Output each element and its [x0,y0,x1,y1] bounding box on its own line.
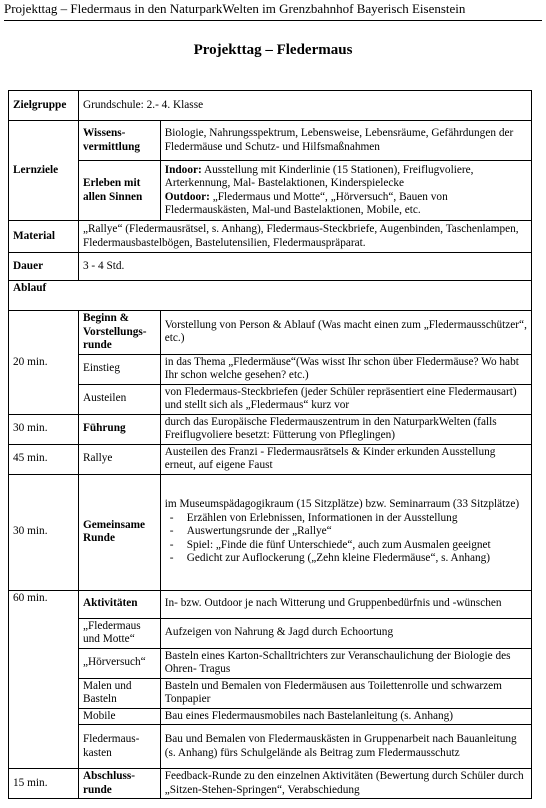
rallye-time: 45 min. [9,444,79,474]
row-malen [9,678,532,708]
row-einstieg [9,354,532,384]
rallye-label: Rallye [78,444,160,474]
wissen-label: Wissens-vermittlung [78,121,160,161]
abschluss-text: Feedback-Runde zu den einzelnen Aktivitäten (Bewertung durch Schüler durch „Sitzen-Stehen-Springen“, Verabschiedung [160,769,531,799]
row-kasten [9,725,532,769]
gemeinsam-intro: im Museumspädagogikraum (15 Sitzplätze) bzw. Seminarraum (33 Sitzplätze) [164,498,520,511]
erleben-text [160,161,531,221]
malen-label: Malen und Basteln [78,678,160,708]
wissen-text: Biologie, Nahrungsspektrum, Lebensweise, Lebensräume, Gefährdungen der Fledermäuse und Schutz- und Hilfsmaßnahmen [160,121,531,161]
row-aktivitaeten [9,590,532,618]
zielgruppe-label: Zielgruppe [9,91,79,121]
abschluss-time: 15 min. [9,769,79,799]
list-item: - Auswertungsrunde der „Rallye“ [165,525,527,539]
row-austeilen [9,384,532,414]
abschluss-label: Abschluss-runde [78,769,160,799]
hoerversuch-label: „Hörversuch“ [78,648,160,678]
indoor-label: Indoor: [164,163,202,176]
einstieg-label: Einstieg [78,354,160,384]
list-item: - Spiel: „Finde die fünf Unterschiede“, auch zum Ausmalen geeignet [165,539,527,553]
erleben-label: Erleben mit allen Sinnen [78,161,160,221]
dauer-label: Dauer [9,253,79,281]
motte-label: „Fledermaus und Motte“ [78,618,160,648]
beginn-time: 20 min. [9,311,79,415]
row-zielgruppe [9,91,532,121]
header-rule [4,20,542,21]
gemeinsam-label: Gemeinsame Runde [78,474,160,590]
gemeinsam-time: 30 min. [9,474,79,590]
list-item: - Gedicht zur Auflockerung („Zehn kleine Fledermäuse“, s. Anhang) [165,552,527,566]
austeilen-text: von Fledermaus-Steckbriefen (jeder Schüler repräsentiert eine Fledermausart) und stellt sich als „Fledermaus“ kurz vor [160,384,531,414]
malen-text: Basteln und Bemalen von Fledermäusen aus Toilettenrolle und schwarzem Tonpapier [160,678,531,708]
list-item: - Erzählen von Erlebnissen, Informationen in der Ausstellung [165,512,527,526]
dauer-value: 3 - 4 Std. [78,253,531,281]
row-beginn [9,311,532,355]
page-title: Projekttag – Fledermaus [193,42,353,58]
austeilen-label: Austeilen [78,384,160,414]
row-hoerversuch [9,648,532,678]
kasten-label: Fledermaus-kasten [78,725,160,769]
running-header: Projekttag – Fledermaus in den NaturparkWelten im Grenzbahnhof Bayerisch Eisenstein [4,1,466,16]
kasten-text: Bau und Bemalen von Fledermauskästen in Gruppenarbeit nach Bauanleitung (s. Anhang) fürs Schulgelände als Beitrag zum Fledermausschutz [160,725,531,769]
row-motte [9,618,532,648]
lesson-plan-table [8,90,532,799]
beginn-text: Vorstellung von Person & Ablauf (Was macht einen zum „Fledermausschützer“, etc.) [160,311,531,355]
ablauf-label: Ablauf [9,281,532,311]
row-material [9,221,532,253]
row-lernziele-erleben [9,161,532,221]
gemeinsam-list [165,512,527,566]
indoor-text: Ausstellung mit Kinderlinie (15 Stationen), Freiflugvoliere, Arterkennung, Mal- Bastelaktionen, Kinderspielecke [164,163,474,189]
motte-text: Aufzeigen von Nahrung & Jagd durch Echoortung [160,618,531,648]
fuehrung-time: 30 min. [9,414,79,444]
material-label: Material [9,221,79,253]
fuehrung-text: durch das Europäische Fledermauszentrum in den NaturparkWelten (falls Freiflugvoliere besetzt: Fütterung von Pfleglingen) [160,414,531,444]
row-lernziele-wissen [9,121,532,161]
row-mobile [9,708,532,725]
row-dauer [9,253,532,281]
lernziele-label: Lernziele [9,121,79,221]
fuehrung-label: Führung [78,414,160,444]
row-rallye [9,444,532,474]
mobile-text: Bau eines Fledermausmobiles nach Bastelanleitung (s. Anhang) [160,708,531,725]
material-value: „Rallye“ (Fledermausrätsel, s. Anhang), Fledermaus-Steckbriefe, Augenbinden, Taschenlampen, Fledermausbastelbögen, Bastelutensilien, Fledermauspräparat. [78,221,531,253]
row-abschluss [9,769,532,799]
outdoor-label: Outdoor: [164,190,210,203]
beginn-label: Beginn & Vorstellungs-runde [78,311,160,355]
aktivitaeten-time: 60 min. [9,590,79,769]
gemeinsam-text [160,474,531,590]
zielgruppe-value: Grundschule: 2.- 4. Klasse [78,91,531,121]
einstieg-text: in das Thema „Fledermäuse“(Was wisst Ihr schon über Fledermäuse? Wo habt Ihr schon welche gesehen? etc.) [160,354,531,384]
outdoor-text: „Fledermaus und Motte“, „Hörversuch“, Bauen von Fledermauskästen, Mal-und Bastelaktionen, Mobile, etc. [164,190,448,216]
rallye-text: Austeilen des Franzi - Fledermausrätsels & Kinder erkunden Ausstellung erneut, auf eigene Faust [160,444,531,474]
hoerversuch-text: Basteln eines Karton-Schalltrichters zur Veranschaulichung der Biologie des Ohren- Tragus [160,648,531,678]
row-gemeinsam [9,474,532,590]
aktivitaeten-text: In- bzw. Outdoor je nach Witterung und Gruppenbedürfnis und -wünschen [160,590,531,618]
row-ablauf [9,281,532,311]
aktivitaeten-label: Aktivitäten [78,590,160,618]
row-fuehrung [9,414,532,444]
mobile-label: Mobile [78,708,160,725]
